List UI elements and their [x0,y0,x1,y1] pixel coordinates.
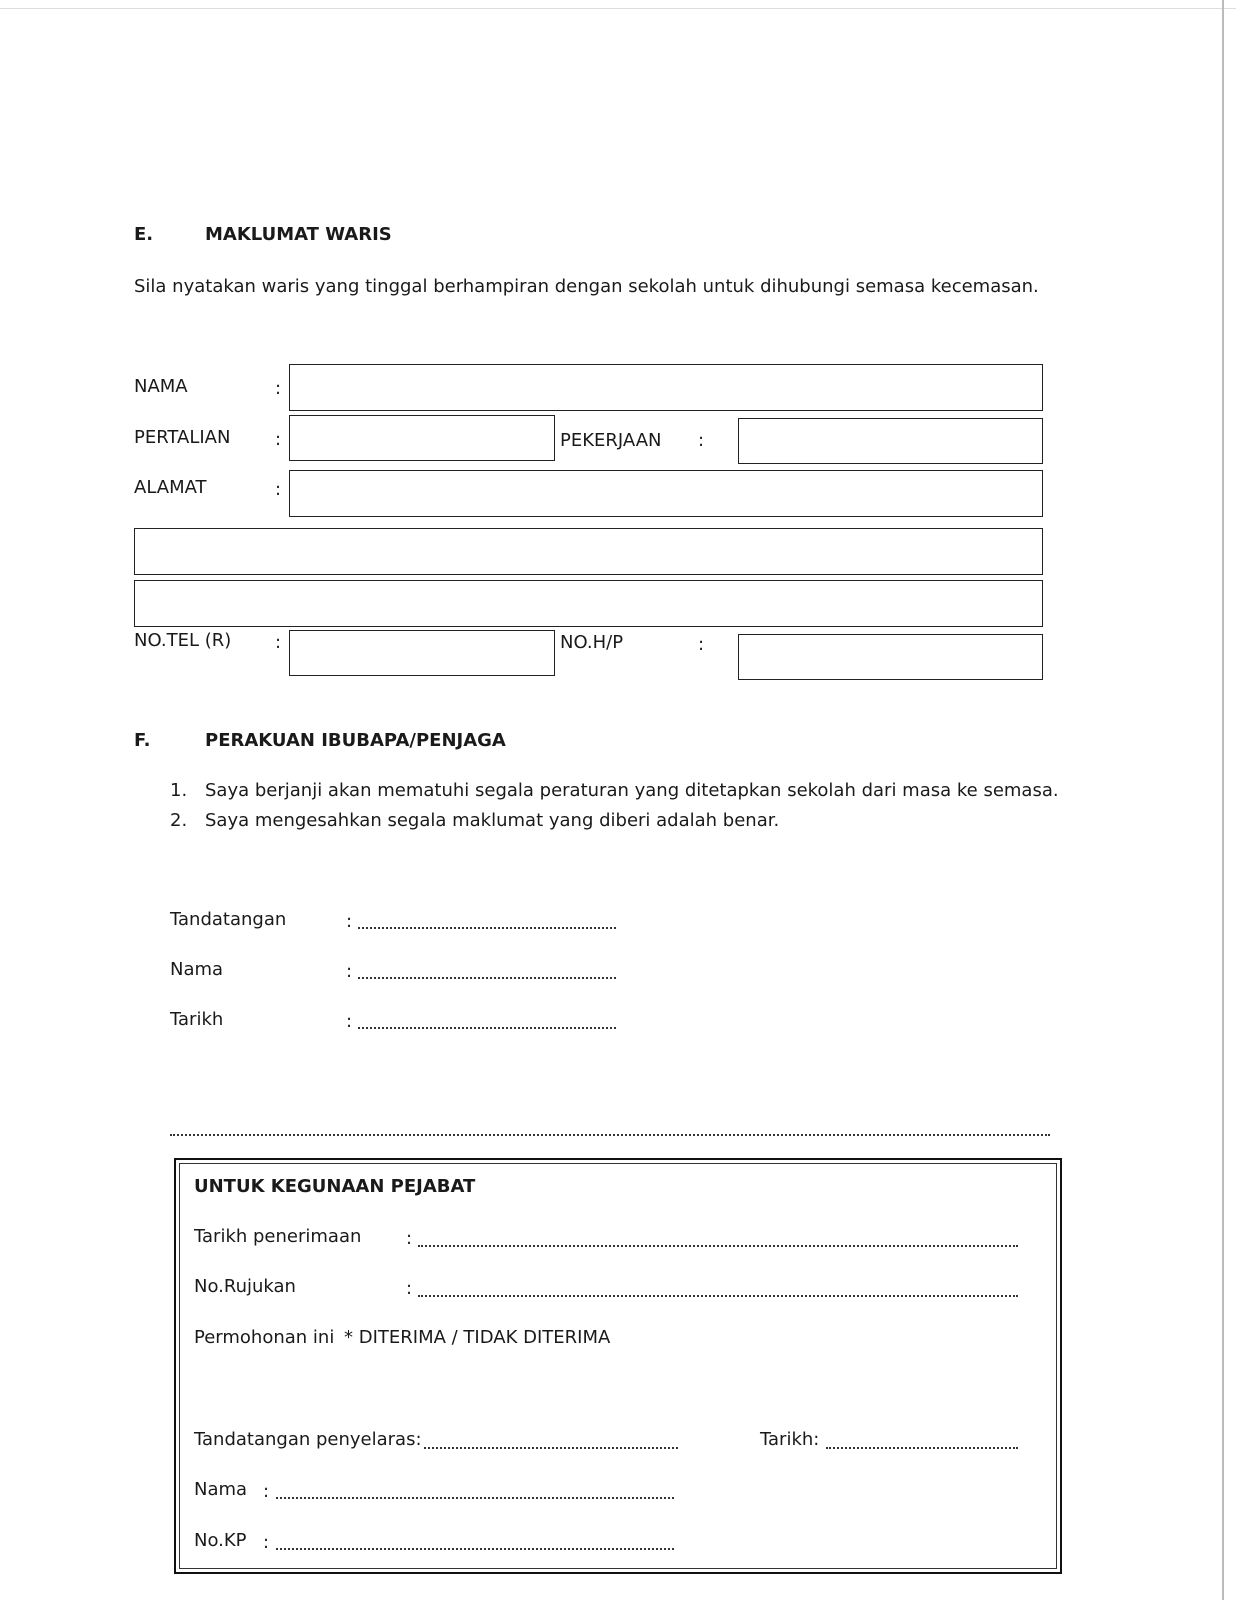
tarikh-label: Tarikh: [760,1429,820,1450]
colon: : [406,1278,413,1299]
no-kp-label: No.KP [194,1530,247,1551]
colon: : [263,1532,270,1553]
no-hp-input[interactable] [738,634,1043,680]
colon: : [346,911,353,932]
no-rujukan-label: No.Rujukan [194,1276,296,1297]
field-label-pertalian: PERTALIAN [134,427,231,448]
tarikh-penerimaan-label: Tarikh penerimaan [194,1226,362,1247]
signature-label: Tandatangan [170,909,287,930]
date-label: Tarikh [170,1009,224,1030]
office-use-title: UNTUK KEGUNAAN PEJABAT [194,1176,476,1197]
list-item-number: 1. [170,780,188,801]
pertalian-input[interactable] [289,415,555,461]
field-label-no-hp: NO.H/P [560,632,624,653]
office-nama-label: Nama [194,1479,248,1500]
permohonan-label: Permohonan ini [194,1327,335,1348]
pekerjaan-input[interactable] [738,418,1043,464]
cut-line [170,1134,1050,1136]
field-label-alamat: ALAMAT [134,477,207,498]
page-top-edge [0,8,1236,9]
alamat-input-line-2[interactable] [134,528,1043,575]
colon: : [698,430,705,451]
declaration-item-2: Saya mengesahkan segala maklumat yang diberi adalah benar. [205,810,780,831]
colon: : [406,1228,413,1249]
section-f-letter: F. [134,730,151,751]
colon: : [346,961,353,982]
signature-line[interactable] [358,927,616,929]
section-e-letter: E. [134,224,154,245]
parent-name-label: Nama [170,959,224,980]
no-tel-r-input[interactable] [289,630,555,676]
no-kp-line[interactable] [276,1548,674,1550]
alamat-input-line-3[interactable] [134,580,1043,627]
page-right-edge [1222,0,1224,1600]
tandatangan-penyelaras-line[interactable] [424,1447,678,1449]
section-e-instruction: Sila nyatakan waris yang tinggal berhampiran dengan sekolah untuk dihubungi semasa kecemasan. [134,276,1039,297]
date-line[interactable] [358,1027,616,1029]
section-e-title: MAKLUMAT WARIS [205,224,392,245]
tarikh-penerimaan-line[interactable] [418,1245,1018,1247]
field-label-pekerjaan: PEKERJAAN [560,430,662,451]
field-label-no-tel-r: NO.TEL (R) [134,630,232,651]
colon: : [275,632,282,653]
declaration-item-1: Saya berjanji akan mematuhi segala peraturan yang ditetapkan sekolah dari masa ke semasa. [205,780,1059,801]
office-use-inner-border [179,1163,1057,1569]
alamat-input-line-1[interactable] [289,470,1043,517]
colon: : [698,634,705,655]
office-nama-line[interactable] [276,1497,674,1499]
colon: : [346,1011,353,1032]
section-f-title: PERAKUAN IBUBAPA/PENJAGA [205,730,506,751]
colon: : [275,479,282,500]
field-label-nama: NAMA [134,376,188,397]
nama-input[interactable] [289,364,1043,411]
tarikh-line[interactable] [826,1447,1018,1449]
parent-name-line[interactable] [358,977,616,979]
permohonan-options[interactable]: * DITERIMA / TIDAK DITERIMA [344,1327,611,1348]
no-rujukan-line[interactable] [418,1295,1018,1297]
tandatangan-penyelaras-label: Tandatangan penyelaras: [194,1429,422,1450]
list-item-number: 2. [170,810,188,831]
colon: : [275,378,282,399]
colon: : [275,429,282,450]
colon: : [263,1481,270,1502]
